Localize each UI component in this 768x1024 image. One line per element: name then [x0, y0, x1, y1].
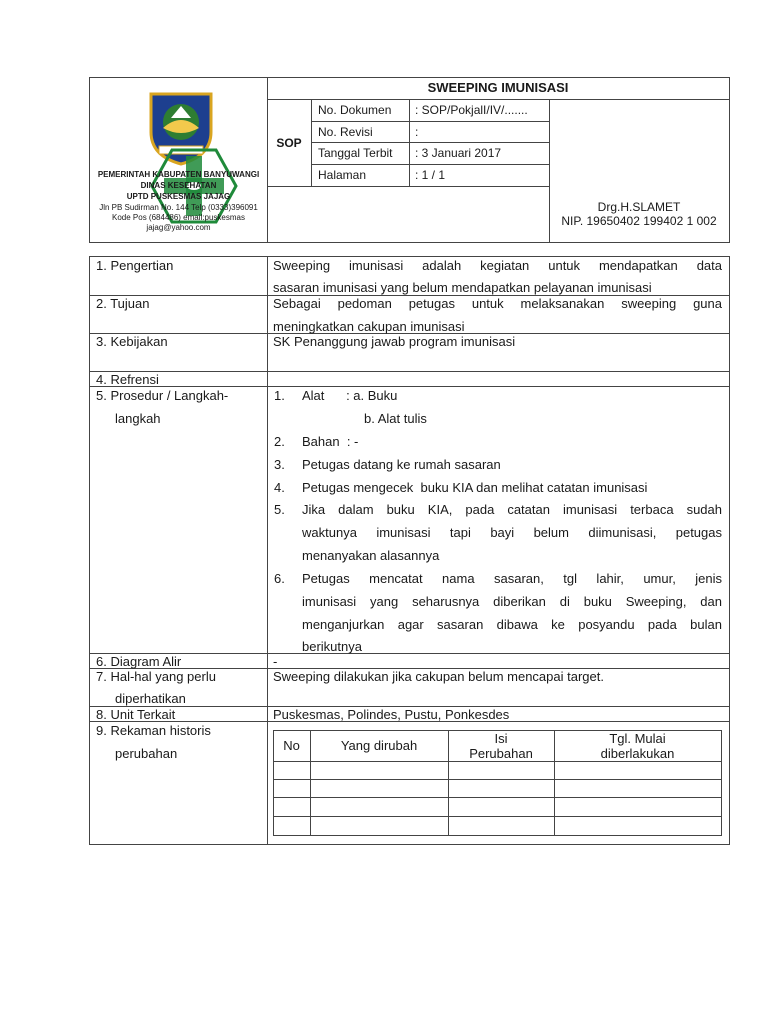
step-text: berikutnya: [302, 639, 362, 654]
step-number: 4.: [274, 480, 285, 495]
pengertian-line: sasaran imunisasi yang belum mendapatkan pelayanan imunisasi: [273, 280, 652, 295]
field-label: Tanggal Terbit: [318, 146, 393, 160]
step-number: 2.: [274, 434, 285, 449]
org-dept: DINAS KESEHATAN: [140, 181, 217, 190]
tujuan-line: Sebagai pedoman petugas untuk melaksanakan sweeping guna: [273, 296, 722, 311]
history-col-no: No: [283, 738, 300, 753]
step-text: Petugas datang ke rumah sasaran: [302, 457, 501, 472]
signatory-nip: NIP. 19650402 199402 1 002: [561, 214, 717, 228]
field-label: No. Dokumen: [318, 103, 392, 117]
diagram-text: -: [273, 654, 278, 669]
org-name: PEMERINTAH KABUPATEN BANYUWANGI: [97, 170, 260, 179]
step-text: b. Alat tulis: [364, 411, 427, 426]
tujuan-line: meningkatkan cakupan imunisasi: [273, 319, 465, 334]
step-text: menganjurkan agar sasaran dibawa ke posyandu pada bulan: [302, 617, 722, 632]
kebijakan-text: SK Penanggung jawab program imunisasi: [273, 334, 516, 349]
section-label-tujuan: 2. Tujuan: [96, 296, 150, 311]
history-col-date: Tgl. Mulai diberlakukan: [600, 731, 675, 761]
section-label-rekaman: perubahan: [115, 746, 178, 761]
unit-text: Puskesmas, Polindes, Pustu, Ponkesdes: [273, 707, 510, 722]
section-label-pengertian: 1. Pengertian: [96, 258, 174, 273]
field-value: : SOP/PokjalI/IV/.......: [415, 103, 528, 117]
hal-text: Sweeping dilakukan jika cakupan belum mencapai target.: [273, 669, 604, 684]
history-col-changed: Yang dirubah: [340, 738, 418, 753]
section-label-hal: 7. Hal-hal yang perlu: [96, 669, 216, 684]
section-label-prosedur: 5. Prosedur / Langkah-: [96, 388, 229, 403]
sop-label: SOP: [276, 136, 302, 150]
step-number: 6.: [274, 571, 285, 586]
signatory-name: Drg.H.SLAMET: [597, 200, 681, 214]
section-label-hal: diperhatikan: [115, 691, 186, 706]
section-label-diagram: 6. Diagram Alir: [96, 654, 182, 669]
document-title: SWEEPING IMUNISASI: [427, 80, 569, 95]
field-label: No. Revisi: [318, 125, 373, 139]
field-label: Halaman: [318, 168, 367, 182]
step-text: Jika dalam buku KIA, pada catatan imunisasi terbaca sudah: [302, 502, 722, 517]
step-text: Petugas mengecek buku KIA dan melihat catatan imunisasi: [302, 480, 648, 495]
history-col-content: Isi Perubahan: [469, 731, 533, 761]
step-number: 5.: [274, 502, 285, 517]
step-number: 3.: [274, 457, 285, 472]
step-text: Bahan : -: [302, 434, 359, 449]
section-label-rekaman: 9. Rekaman historis: [96, 723, 211, 738]
step-text: Alat : a. Buku: [302, 388, 398, 403]
org-address: Jln PB Sudirman No. 144 Telp (0333)396091: [99, 203, 258, 212]
step-text: Petugas mencatat nama sasaran, tgl lahir, umur, jenis: [302, 571, 722, 586]
step-text: imunisasi yang seharusnya diberikan di buku Sweeping, dan: [302, 594, 722, 609]
step-text: waktunya imunisasi tapi bayi belum diimunisasi, petugas: [302, 525, 722, 540]
section-label-refrensi: 4. Refrensi: [96, 372, 159, 387]
step-text: menanyakan alasannya: [302, 548, 440, 563]
org-postal: Kode Pos (684486) email:puskesmas: [112, 213, 245, 222]
field-value: :: [415, 125, 419, 139]
step-number: 1.: [274, 388, 285, 403]
pengertian-line: Sweeping imunisasi adalah kegiatan untuk mendapatkan data: [273, 258, 722, 273]
section-label-prosedur: langkah: [115, 411, 161, 426]
field-value: : 3 Januari 2017: [415, 146, 502, 160]
org-unit: UPTD PUSKESMAS JAJAG: [126, 192, 231, 201]
section-label-kebijakan: 3. Kebijakan: [96, 334, 168, 349]
section-label-unit: 8. Unit Terkait: [96, 707, 176, 722]
org-email: jajag@yahoo.com: [146, 223, 211, 232]
field-value: : 1 / 1: [415, 168, 446, 182]
